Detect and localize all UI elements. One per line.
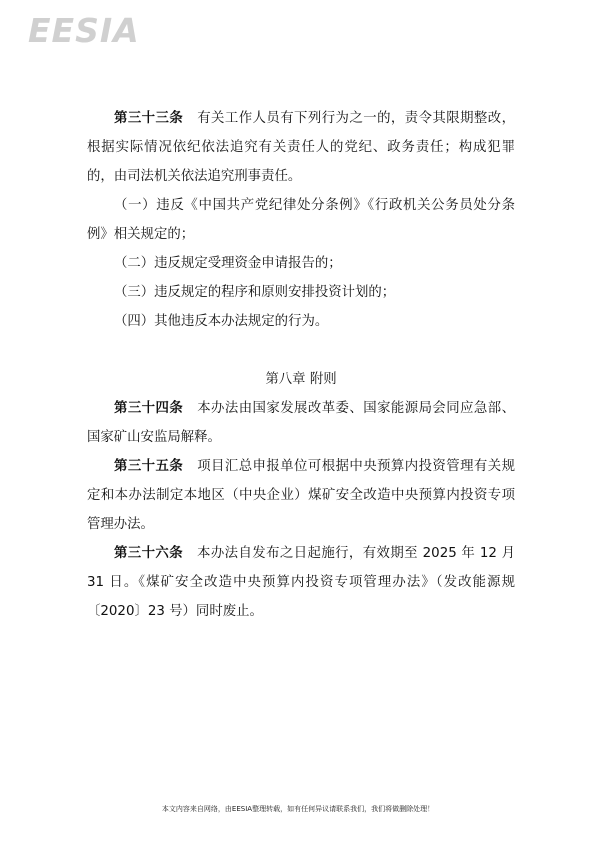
article-text: 有关工作人员有下列行为之一的，责令其限期整改，根据实际情况依纪依法追究有关责任人的党纪、政务责任；构成犯罪的，由司法机关依法追究刑事责任。 [87, 111, 515, 184]
list-item: （四）其他违反本办法规定的行为。 [114, 314, 329, 329]
article-text: 项目汇总申报单位可根据中央预算内投资管理有关规定和本办法制定本地区（中央企业）煤矿安全改造中央预算内投资专项管理办法。 [87, 459, 515, 532]
article-label: 第三十五条 [114, 459, 184, 474]
document-body [87, 104, 515, 626]
article-36 [87, 539, 515, 626]
list-item: （一）违反《中国共产党纪律处分条例》《行政机关公务员处分条例》相关规定的； [87, 198, 515, 242]
eesia-logo: EESIA [28, 11, 140, 50]
article-text: 本办法自发布之日起施行，有效期至 2025 年 12 月 31 日。《煤矿安全改造中央预算内投资专项管理办法》（发改能源规〔2020〕23 号）同时废止。 [87, 546, 515, 619]
article-label: 第三十六条 [114, 546, 184, 561]
article-text: 本办法由国家发展改革委、国家能源局会同应急部、国家矿山安监局解释。 [87, 401, 515, 445]
article-33 [87, 104, 515, 191]
article-label: 第三十四条 [114, 401, 184, 416]
article-34 [87, 394, 515, 452]
footer-note: 本文内容来自网络，由EESIA整理转载，如有任何异议请联系我们，我们将做删除处理！ [161, 805, 435, 813]
article-label: 第三十三条 [114, 111, 184, 126]
list-item: （三）违反规定的程序和原则安排投资计划的； [114, 285, 396, 300]
article-35 [87, 452, 515, 539]
list-item: （二）违反规定受理资金申请报告的； [114, 256, 342, 271]
chapter-title: 第八章 附则 [265, 372, 337, 387]
